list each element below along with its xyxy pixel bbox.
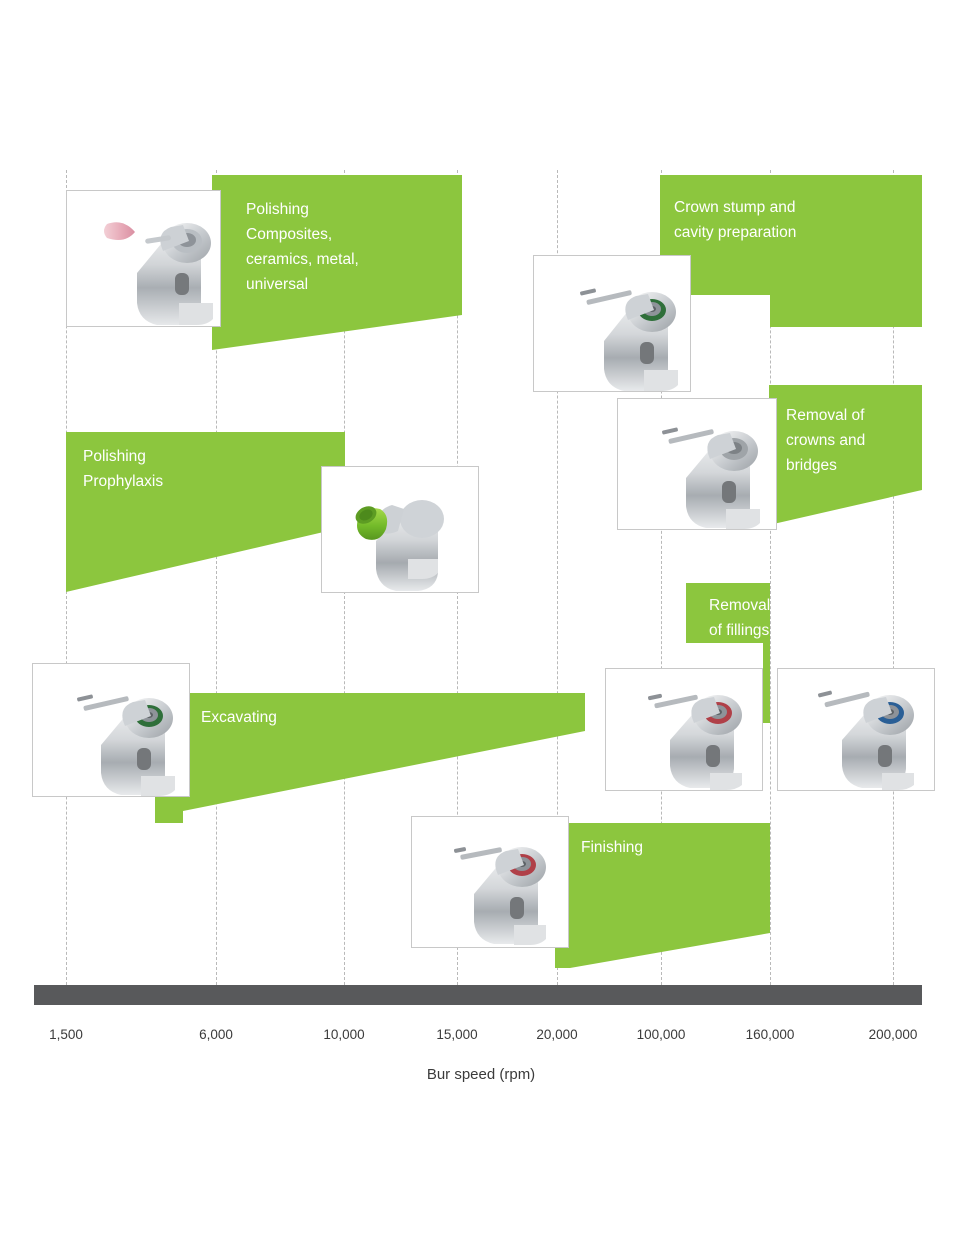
photo-handpiece-green-ring-bur bbox=[533, 255, 691, 392]
band-excavating bbox=[155, 693, 585, 823]
photo-handpiece-red-ring-finishing-bur bbox=[411, 816, 569, 948]
photo-handpiece-green-ring-bur-left bbox=[32, 663, 190, 797]
band-label-polishing-composites: Polishing Composites, ceramics, metal, universal bbox=[246, 201, 359, 293]
axis-tick-10000: 10,000 bbox=[323, 1027, 365, 1042]
axis-tick-15000: 15,000 bbox=[436, 1027, 478, 1042]
axis-tick-100000: 100,000 bbox=[636, 1027, 686, 1042]
band-polishing-prophylaxis bbox=[66, 432, 345, 592]
photo-handpiece-polisher-pink-point bbox=[66, 190, 221, 327]
band-label-finishing: Finishing bbox=[581, 839, 644, 856]
band-label-removal-fillings: Removal of fillings bbox=[709, 597, 771, 639]
axis-tick-20000: 20,000 bbox=[536, 1027, 578, 1042]
band-removal-crowns bbox=[769, 385, 922, 525]
photo-handpiece-red-ring-short-bur bbox=[605, 668, 763, 791]
axis-tick-200000: 200,000 bbox=[868, 1027, 918, 1042]
band-label-polishing-prophylaxis: Polishing Prophylaxis bbox=[83, 448, 164, 490]
band-finishing bbox=[555, 823, 770, 968]
photo-handpiece-blue-ring-bur bbox=[777, 668, 935, 791]
band-crown-stump bbox=[660, 175, 922, 327]
photo-handpiece-red-ring-bur bbox=[617, 398, 777, 530]
band-label-crown-stump: Crown stump and cavity preparation bbox=[674, 199, 797, 241]
band-polishing-composites bbox=[212, 175, 462, 350]
axis-tick-160000: 160,000 bbox=[745, 1027, 795, 1042]
axis-tick-6000: 6,000 bbox=[199, 1027, 233, 1042]
band-label-removal-crowns: Removal of crowns and bridges bbox=[786, 407, 866, 474]
axis-title: Bur speed (rpm) bbox=[426, 1066, 536, 1083]
axis-tick-1500: 1,500 bbox=[49, 1027, 83, 1042]
band-label-excavating: Excavating bbox=[201, 709, 277, 726]
axis-bar bbox=[34, 985, 922, 1005]
photo-handpiece-green-prophy-cup bbox=[321, 466, 479, 593]
